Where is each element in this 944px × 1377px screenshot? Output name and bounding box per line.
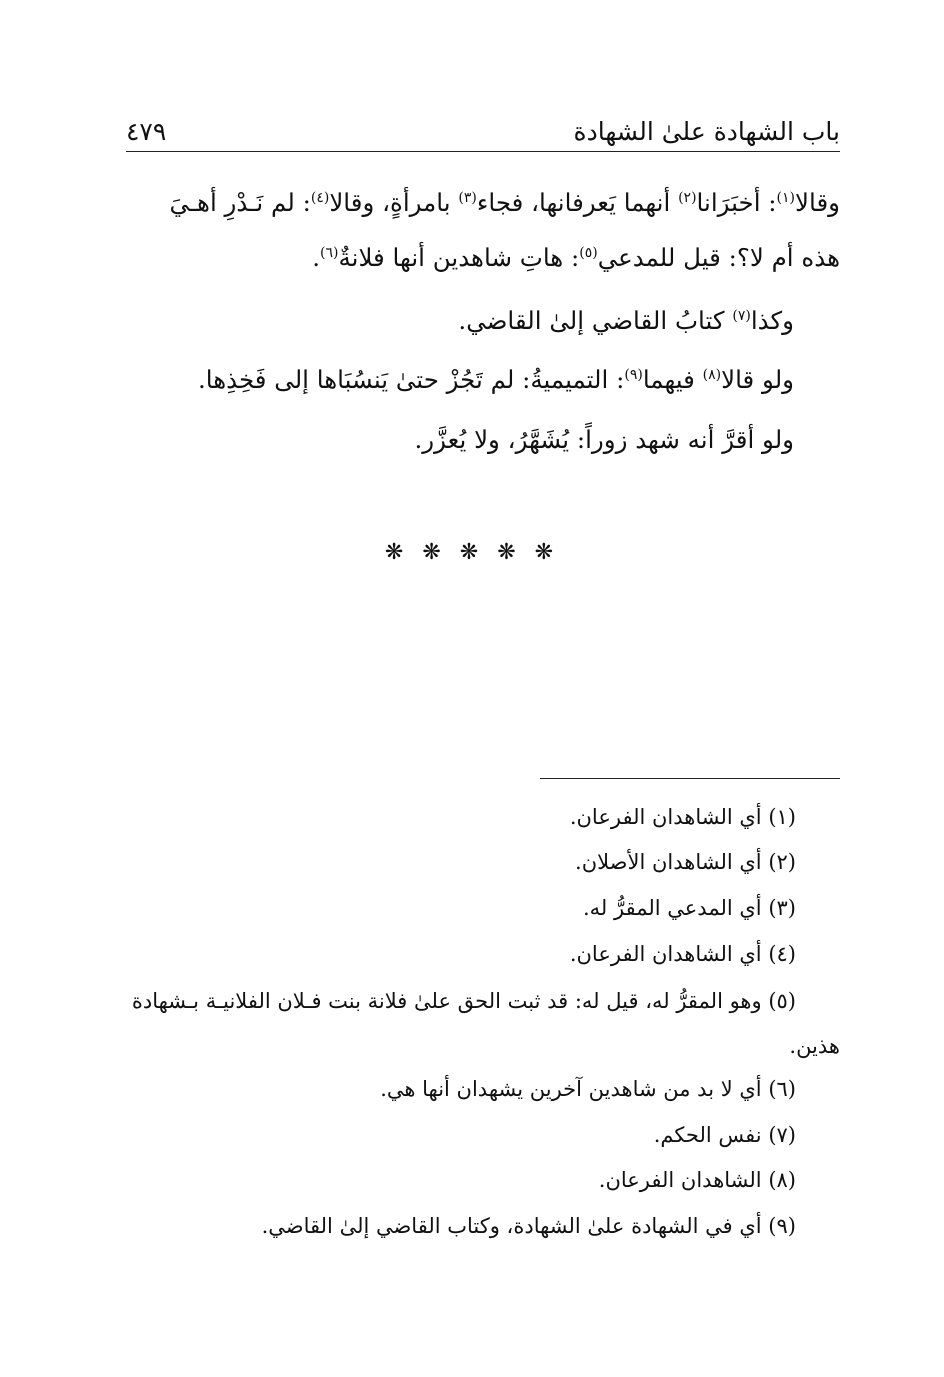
footnote-5-continued: هذين.	[789, 1034, 840, 1058]
footnote-divider	[540, 778, 840, 779]
footnote-7: (٧) نفس الحكم.	[653, 1123, 796, 1147]
text-segment: : التميميةُ: لم تَجُزْ حتىٰ يَنسُبَاها إلى فَخِذِها.	[197, 365, 625, 394]
text-segment: فيهما	[642, 365, 703, 394]
footnote-6: (٦) أي لا بد من شاهدين آخرين يشهدان أنها هي.	[380, 1077, 796, 1101]
footnote-9: (٩) أي في الشهادة علىٰ الشهادة، وكتاب القاضي إلىٰ القاضي.	[261, 1214, 796, 1238]
text-segment: بامرأةٍ، وقالا	[329, 188, 459, 217]
footnote-5: (٥) وهو المقرُّ له، قيل له: قد ثبت الحق علىٰ فلانة بنت فـلان الفلانيـة بـشهادة	[131, 989, 796, 1013]
text-segment: : هاتِ شاهدين أنها فلانةٌ	[338, 243, 580, 272]
footnote-4: (٤) أي الشاهدان الفرعان.	[569, 942, 796, 966]
running-header	[126, 112, 840, 150]
footnote-ref-7: (٧)	[732, 307, 751, 324]
footnote-ref-3: (٣)	[458, 189, 477, 206]
text-line-2	[312, 243, 840, 272]
footnote-ref-9: (٩)	[624, 366, 643, 383]
text-line-5: ولو أقرَّ أنه شهد زوراً: يُشَهَّرُ، ولا يُعزَّر.	[414, 425, 794, 454]
text-segment: هذه أم لا؟: قيل للمدعي	[597, 243, 840, 272]
text-segment: ولو قالا	[721, 365, 794, 394]
text-line-1	[169, 188, 840, 217]
text-segment: أنهما يَعرفانها، فجاء	[476, 188, 679, 217]
text-line-4	[198, 365, 794, 394]
footnote-ref-6: (٦)	[320, 244, 339, 261]
text-segment: : لم نَـدْرِ أهـيَ	[169, 188, 311, 217]
footnote-ref-4: (٤)	[310, 189, 330, 206]
section-separator: ❋ ❋ ❋ ❋ ❋	[384, 540, 560, 565]
text-line-3	[458, 306, 794, 335]
text-segment: وكذا	[750, 306, 794, 335]
text-segment: : أخبَرَانا	[696, 188, 777, 217]
footnote-3: (٣) أي المدعي المقرُّ له.	[583, 896, 796, 920]
text-segment: .	[312, 243, 321, 272]
footnote-1: (١) أي الشاهدان الفرعان.	[569, 805, 796, 829]
footnote-ref-8: (٨)	[702, 366, 722, 383]
footnote-2: (٢) أي الشاهدان الأصلان.	[575, 850, 796, 874]
footnote-ref-1: (١)	[776, 189, 796, 206]
page-number: ٤٧٩	[126, 116, 167, 146]
text-segment: كتابُ القاضي إلىٰ القاضي.	[458, 306, 733, 335]
text-segment: وقالا	[795, 188, 840, 217]
footnote-ref-5: (٥)	[579, 244, 598, 261]
chapter-title: باب الشهادة علىٰ الشهادة	[573, 116, 840, 146]
footnote-8: (٨) الشاهدان الفرعان.	[598, 1168, 796, 1192]
footnote-ref-2: (٢)	[678, 189, 697, 206]
header-divider	[126, 151, 840, 152]
